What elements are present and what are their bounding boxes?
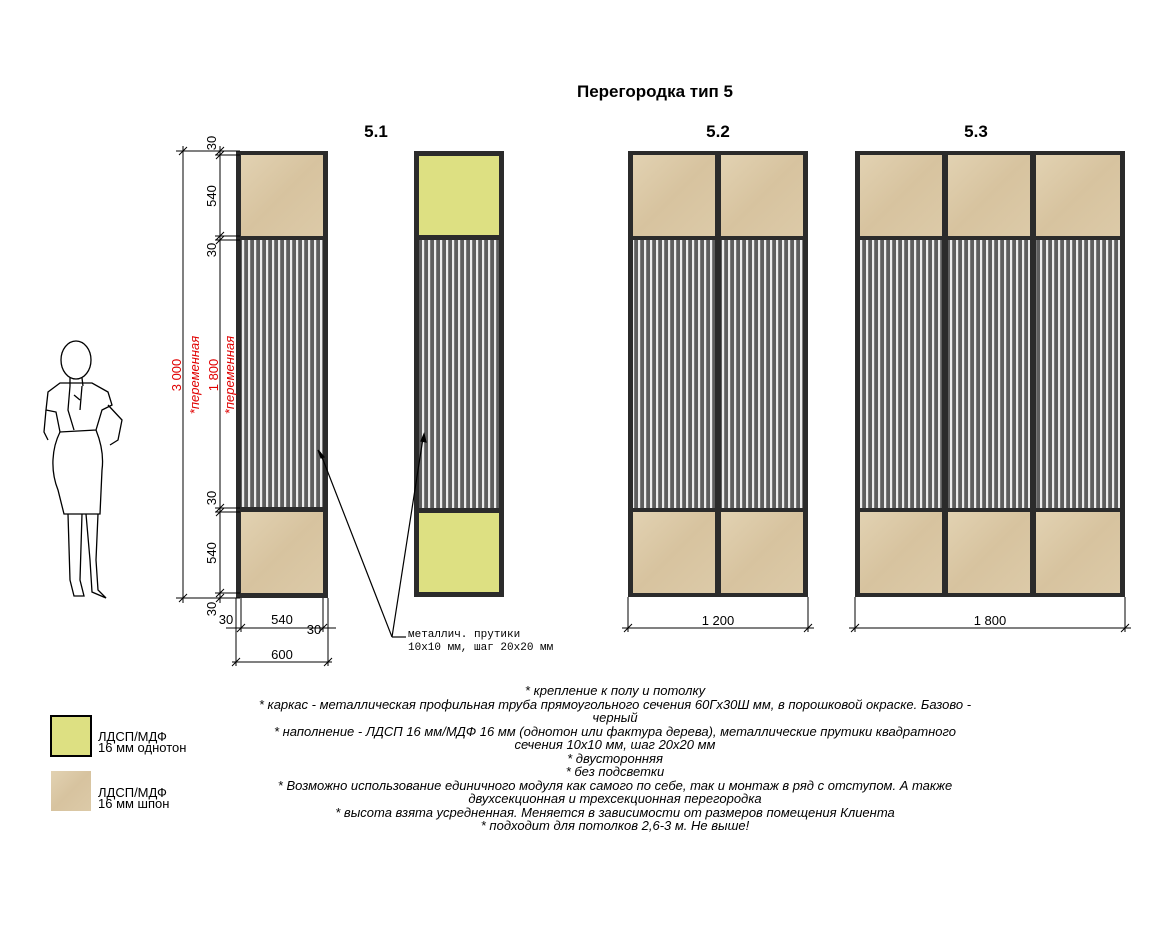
dim-panel-540-top: 540 (204, 185, 219, 207)
note-line: черный (592, 710, 638, 725)
notes-block (215, 684, 1015, 833)
legend-swatch-plain (51, 716, 91, 756)
module-5-1-plain (414, 151, 504, 597)
note-line: * высота взята усредненная. Меняется в зависимости от размеров помещения Клиента (335, 804, 895, 820)
note-line: * крепление к полу и потолку (524, 683, 706, 698)
dim-inner-540: 540 (271, 612, 293, 627)
module-5-3 (855, 151, 1125, 597)
module-5-1-wood (236, 151, 328, 598)
dim-bottom-30: 30 (204, 601, 219, 617)
note-line: * наполнение - ЛДСП 16 мм/МДФ 16 мм (однотон или фактура дерева), металлические прутики квадратного (273, 723, 957, 739)
dim-total-600: 600 (271, 647, 293, 662)
note-line: * каркас - металлическая профильная труба прямоугольного сечения 60Гх30Ш мм, в порошковой окраске. Базово - (258, 696, 972, 712)
legend-plain-line2: 16 мм однотон (98, 740, 187, 755)
note-line: * двусторонняя (567, 750, 663, 766)
dim-middle-height-note: *переменная (222, 335, 237, 415)
legend-plain-line1: ЛДСП/МДФ (98, 729, 167, 744)
note-line: * Возможно использование единичного модуля как самого по себе, так и монтаж в ряд с отступом. А также (277, 777, 953, 793)
legend-wood-line2: 16 мм шпон (98, 796, 170, 811)
drawing-title: Перегородка тип 5 (577, 82, 733, 101)
legend (51, 716, 186, 811)
dim-width-5-2: 1 200 (701, 613, 735, 628)
note-line: сечения 10х10 мм, шаг 20х20 мм (514, 737, 716, 752)
callout-line-2: 10х10 мм, шаг 20х20 мм (408, 642, 554, 654)
callout-line-1: металлич. прутики (408, 629, 521, 641)
dim-right-30: 30 (306, 622, 322, 637)
dim-total-height-note: *переменная (187, 335, 202, 415)
note-line: * без подсветки (565, 764, 665, 779)
note-line: * подходит для потолков 2,6-3 м. Не выше! (480, 818, 750, 833)
callout-leader (318, 434, 426, 637)
note-line: двухсекционная и трехсекционная перегородка (468, 791, 762, 806)
dim-width-5-3: 1 800 (973, 613, 1007, 628)
legend-swatch-wood (51, 771, 91, 811)
module-5-2 (628, 151, 808, 597)
dim-total-height: 3 000 (169, 358, 184, 392)
dim-panel-540-bottom: 540 (204, 542, 219, 564)
dim-middle-height: 1 800 (206, 358, 221, 392)
dim-top-30: 30 (204, 135, 219, 151)
dim-mid-30-top: 30 (204, 242, 219, 258)
dim-left-30: 30 (218, 612, 234, 627)
variant-label-5-2: 5.2 (706, 122, 730, 141)
human-figure-icon (44, 341, 122, 598)
dim-mid-30-bottom: 30 (204, 490, 219, 506)
variant-label-5-3: 5.3 (964, 122, 988, 141)
legend-wood-line1: ЛДСП/МДФ (98, 785, 167, 800)
variant-label-5-1: 5.1 (364, 122, 388, 141)
